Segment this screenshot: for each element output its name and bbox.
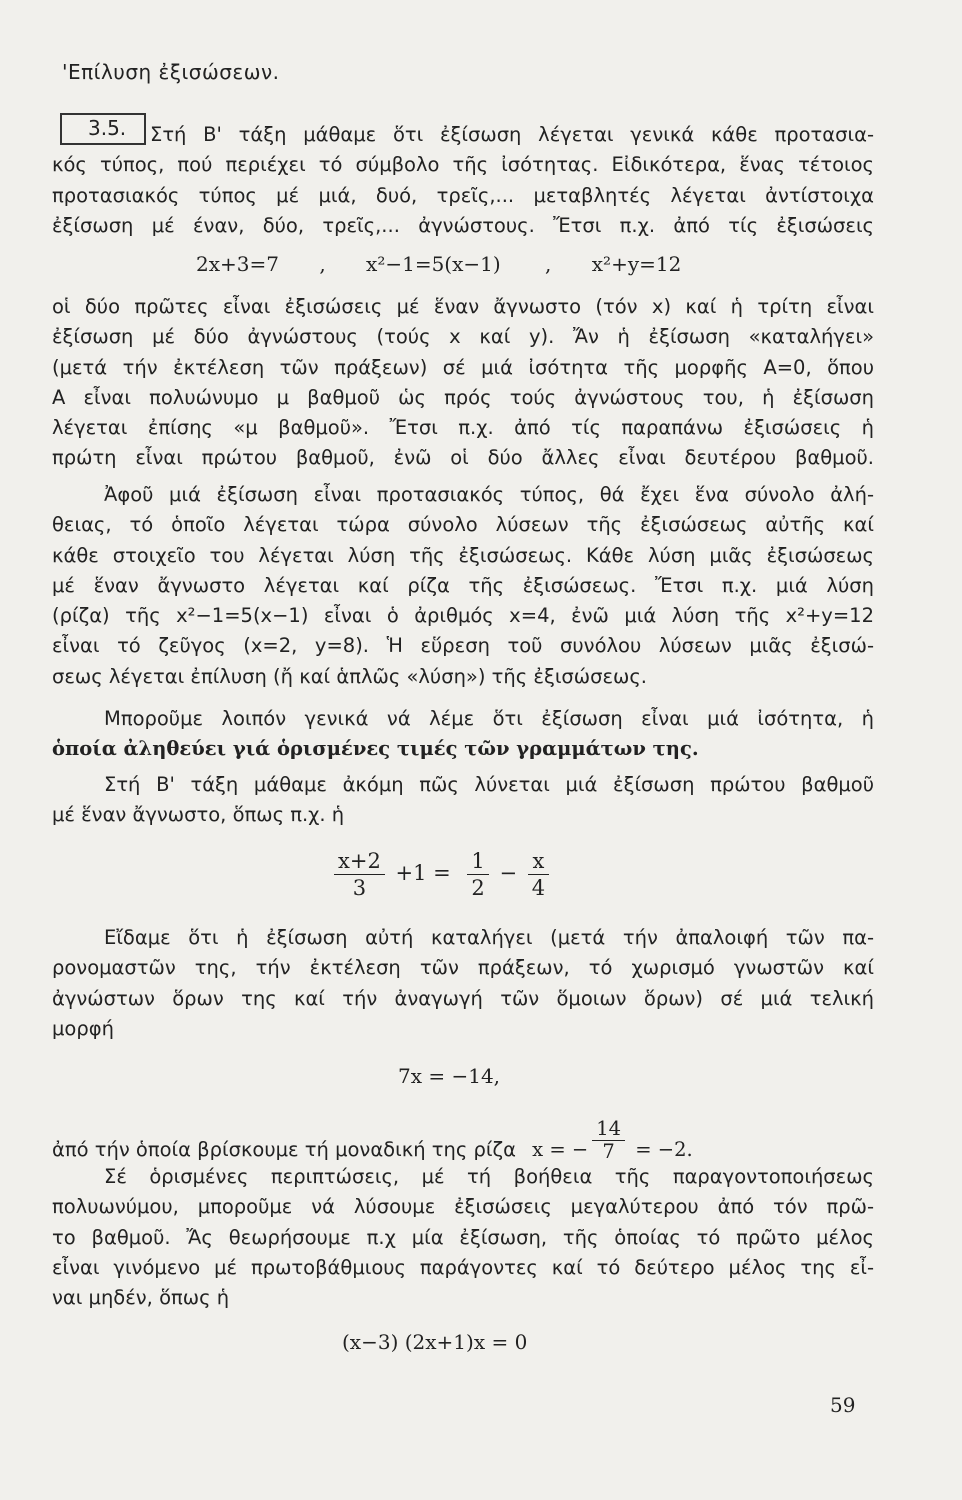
- text-line: πρώτη εἶναι πρώτου βαθμοῦ, ἐνῶ οἱ δύο ἄλλες εἶναι δευτέρου βαθμοῦ.: [52, 446, 874, 470]
- text-line: (μετά τήν ἐκτέλεση τῶν πράξεων) σέ μιά ἰσότητα τῆς μορφῆς A=0, ὅπου: [52, 355, 874, 379]
- text-line: μέ ἕναν ἄγνωστο, ὅπως π.χ. ἡ: [52, 803, 345, 827]
- equation-2: x²−1=5(x−1): [366, 252, 501, 276]
- separator: ,: [319, 252, 326, 276]
- paragraph-final-form: [52, 923, 874, 1044]
- text-line: μορφή: [52, 1016, 114, 1040]
- text-line-bold: ὁποία ἀληθεύει γιά ὁρισμένες τιμές τῶν γραμμάτων της.: [52, 737, 699, 761]
- text-line: κός τύπος, πού περιέχει τό σύμβολο τῆς ἰσότητας. Εἰδικότερα, ἕνας τέτοιος: [52, 153, 874, 177]
- section-heading: 'Επίλυση ἐξισώσεων.: [62, 60, 280, 84]
- equation-product: (x−3) (2x+1)x = 0: [342, 1330, 528, 1354]
- text-line: εἶναι τό ζεῦγος (x=2, y=8). Ἡ εὕρεση τοῦ συνόλου λύσεων μιᾶς ἐξισώ-: [52, 634, 874, 658]
- fraction: $\frac{x}{4}$: [528, 848, 549, 901]
- text-line: ναι μηδέν, ὅπως ἡ: [52, 1286, 230, 1310]
- page-number: 59: [830, 1393, 856, 1417]
- text-line: οἱ δύο πρῶτες εἶναι ἐξισώσεις μέ ἕναν ἄγνωστο (τόν x) καί ἡ τρίτη εἶναι: [52, 295, 874, 318]
- fraction: $\frac{1}{2}$: [467, 848, 488, 901]
- equation-final-form: 7x = −14,: [398, 1064, 501, 1088]
- equation-1: 2x+3=7: [196, 252, 279, 276]
- text-line: ἀπό τήν ὁποία βρίσκουμε τή μοναδική της ρίζα x = − $\frac{14}{7}$ = −2.: [52, 1117, 693, 1163]
- section-number: 3.5.: [88, 116, 127, 140]
- fraction: $\frac{14}{7}$: [592, 1118, 625, 1163]
- text-line: Εἴδαμε ὅτι ἡ ἐξίσωση αὐτή καταλήγει (μετά τήν ἀπαλοιφή τῶν πα-: [104, 926, 874, 949]
- root-expression: x = − $\frac{14}{7}$ = −2.: [532, 1117, 693, 1163]
- paragraph-degree: [52, 292, 874, 474]
- paragraph-factorization: [52, 1162, 874, 1313]
- fraction: $\frac{x+2}{3}$: [334, 848, 385, 901]
- paragraph-first-degree: [52, 770, 874, 831]
- text-line: εἶναι γινόμενο μέ πρωτοβάθμιους παράγοντες καί τό δεύτερο μέλος της εἶ-: [52, 1255, 874, 1279]
- text-line: μέ ἕναν ἄγνωστο λέγεται καί ρίζα τῆς ἐξισώσεως. Ἔτσι π.χ. μιά λύση: [52, 573, 874, 597]
- separator: ,: [545, 252, 552, 276]
- paragraph-solution-set: [52, 480, 874, 692]
- fraction-equation: $\frac{x+2}{3}$ +1 = $\frac{1}{2}$ − $\frac{x}{4}$: [330, 848, 553, 901]
- text-line: πολυωνύμου, μποροῦμε νά λύσουμε ἐξισώσεις μεγαλύτερου ἀπό τόν πρῶ-: [52, 1195, 874, 1219]
- text-line: κάθε στοιχεῖο του λέγεται λύση τῆς ἐξισώσεως. Κάθε λύση μιᾶς ἐξισώσεως: [52, 543, 874, 567]
- text-line: σεως λέγεται ἐπίλυση (ἤ καί ἁπλῶς «λύση») τῆς ἐξισώσεως.: [52, 664, 647, 688]
- text-line: Στή Β' τάξη μάθαμε ὅτι ἐξίσωση λέγεται γενικά κάθε προτασια-: [150, 123, 874, 146]
- paragraph-definition: [52, 120, 874, 241]
- equation-examples: [196, 252, 681, 276]
- paragraph-equation-definition: [52, 704, 874, 765]
- equation-3: x²+y=12: [591, 252, 682, 276]
- text-line: A εἶναι πολυώνυμο μ βαθμοῦ ὡς πρός τούς ἀγνώστους του, ἡ ἐξίσωση: [52, 385, 874, 409]
- text-line: προτασιακός τύπος μέ μιά, δυό, τρεῖς,... μεταβλητές λέγεται ἀντίστοιχα: [52, 183, 874, 207]
- text-line: θειας, τό ὁποῖο λέγεται τώρα σύνολο λύσεων τῆς ἐξισώσεως αὐτῆς καί: [52, 513, 874, 537]
- text-line: το βαθμοῦ. Ἄς θεωρήσουμε π.χ μία ἐξίσωση, τῆς ὁποίας τό πρῶτο μέλος: [52, 1225, 874, 1249]
- text-line: ἐξίσωση μέ έναν, δύο, τρεῖς,... ἀγνώστους. Ἔτσι π.χ. ἀπό τίς ἐξισώσεις: [52, 213, 874, 237]
- text-line: Ἀφοῦ μιά ἐξίσωση εἶναι προτασιακός τύπος, θά ἔχει ἕνα σύνολο ἀλή-: [104, 483, 874, 506]
- text-line: ἐξίσωση μέ δύο ἀγνώστους (τούς x καί y). Ἄν ἡ ἐξίσωση «καταλήγει»: [52, 325, 874, 349]
- paragraph-root: [52, 1118, 874, 1165]
- text-line: Στή Β' τάξη μάθαμε ἀκόμη πῶς λύνεται μιά ἐξίσωση πρώτου βαθμοῦ: [104, 773, 874, 796]
- text-line: ἀγνώστων ὅρων της καί τήν ἀναγωγή τῶν ὅμοιων ὅρων) σέ μιά τελική: [52, 986, 874, 1010]
- text-line: Μποροῦμε λοιπόν γενικά νά λέμε ὅτι ἐξίσωση εἶναι μιά ἰσότητα, ἡ: [104, 707, 874, 730]
- text-line: ρονομαστῶν της, τήν ἐκτέλεση τῶν πράξεων, τό χωρισμό γνωστῶν καί: [52, 956, 874, 980]
- text-line: Σέ ὁρισμένες περιπτώσεις, μέ τή βοήθεια τῆς παραγοντοποιήσεως: [104, 1165, 874, 1188]
- text-line: λέγεται ἐπίσης «μ βαθμοῦ». Ἔτσι π.χ. ἀπό τίς παραπάνω ἐξισώσεις ἡ: [52, 416, 874, 440]
- text-line: (ρίζα) τῆς x²−1=5(x−1) εἶναι ὁ ἀριθμός x=4, ἐνῶ μιά λύση τῆς x²+y=12: [52, 604, 874, 628]
